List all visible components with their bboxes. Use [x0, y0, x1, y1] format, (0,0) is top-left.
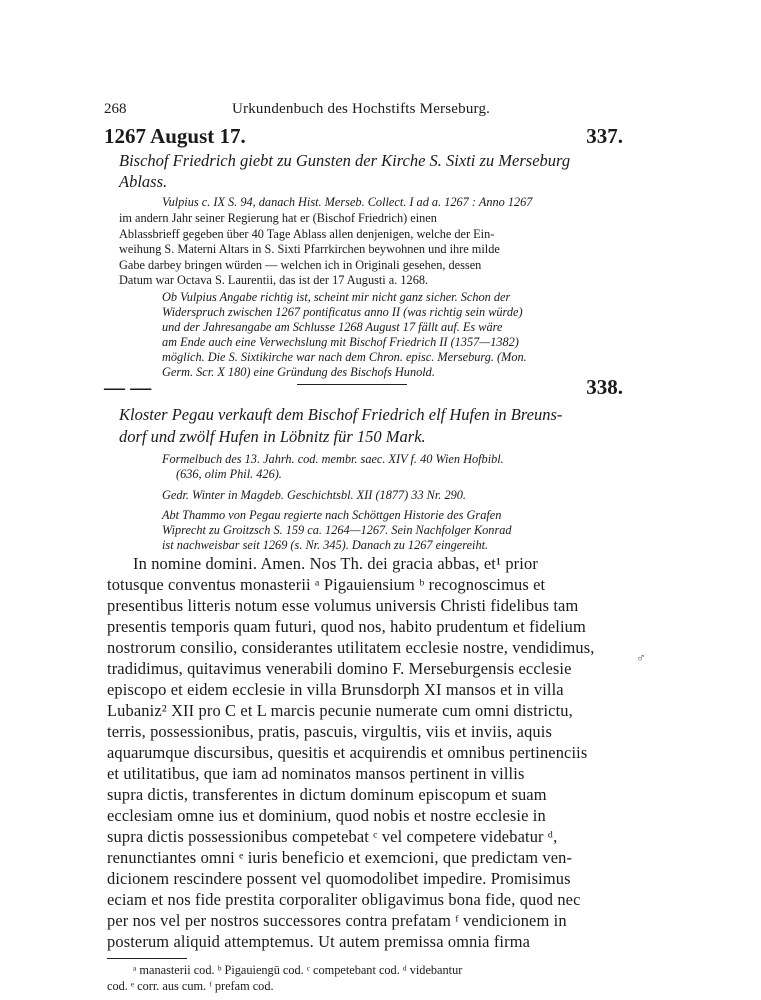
entry-337-source-line: Datum war Octava S. Laurentii, das ist der 17 Augusti a. 1268.: [119, 273, 429, 287]
entry-337-regest-line: Bischof Friedrich giebt zu Gunsten der Kirche S. Sixti zu Merseburg: [119, 151, 571, 170]
entry-338-regest-line: dorf und zwölf Hufen in Löbnitz für 150 Mark.: [119, 427, 426, 446]
section-separator-rule: [297, 384, 407, 385]
entry-338-source-line: Formelbuch des 13. Jahrh. cod. membr. saec. XIV f. 40 Wien Hofbibl.: [162, 452, 504, 466]
entry-338-comment-line: ist nachweisbar seit 1269 (s. Nr. 345). Danach zu 1267 eingereiht.: [162, 538, 489, 552]
charter-text-line: In nomine domini. Amen. Nos Th. dei gracia abbas, et¹ prior: [133, 554, 538, 573]
entry-338-comment-line: Abt Thammo von Pegau regierte nach Schöttgen Historie des Grafen: [162, 508, 502, 522]
footnote-line: ᵃ manasterii cod. ᵇ Pigauiengū cod. ᶜ competebant cod. ᵈ videbantur: [133, 963, 463, 977]
charter-text-line: presentis temporis quam futuri, quod nos, habito prudentum et fidelium: [107, 617, 586, 636]
charter-text-line: totusque conventus monasterii ᵃ Pigauiensium ᵇ recognoscimus et: [107, 575, 546, 594]
footnote-line: cod. ᵉ corr. aus cum. ᶠ prefam cod.: [107, 979, 274, 993]
entry-338-comment-line: Wiprecht zu Groitzsch S. 159 ca. 1264—1267. Sein Nachfolger Konrad: [162, 523, 512, 537]
charter-text-line: et utilitatibus, que iam ad nominatos mansos pertinent in villis: [107, 764, 525, 783]
entry-337-source-line: weihung S. Materni Altars in S. Sixti Pfarrkirchen beywohnen und ihre milde: [119, 242, 500, 256]
charter-text-line: per nos vel per nostros successores contra prefatam ᶠ vendicionem in: [107, 911, 567, 930]
entry-337-comment-line: am Ende auch eine Verwechslung mit Bischof Friedrich II (1357—1382): [162, 335, 519, 349]
charter-text-line: aquarumque discursibus, quesitis et acquirendis et omnibus pertinenciis: [107, 743, 588, 762]
charter-text-line: supra dictis, transferentes in dictum dominum episcopum et suam: [107, 785, 547, 804]
charter-text-line: dicionem rescindere possent vel quomodolibet impedire. Promisimus: [107, 869, 571, 888]
page-number: 268: [104, 101, 127, 117]
entry-337-source-line: Ablassbrieff gegeben über 40 Tage Ablass allen denjenigen, welche der Ein-: [119, 227, 495, 241]
charter-text-line: supra dictis possessionibus competebat ᶜ vel competere videbatur ᵈ,: [107, 827, 558, 846]
charter-text-line: presentibus litteris notum esse volumus universis Christi fidelibus tam: [107, 596, 579, 615]
entry-337-source-line: Gabe darbey bringen würden — welchen ich in Originali gesehen, dessen: [119, 258, 482, 272]
charter-text-line: terris, possessionibus, pratis, pascuis, virgultis, viis et inviis, aquis: [107, 722, 552, 741]
entry-338-date: — —: [104, 375, 152, 399]
entry-338-number: 338.: [586, 375, 623, 399]
charter-text-line: episcopo et eidem ecclesie in villa Brunsdorph XI mansos et in villa: [107, 680, 564, 699]
charter-text-line: nostrorum consilio, considerantes utilitatem ecclesie nostre, vendidimus,: [107, 638, 595, 657]
running-title: Urkundenbuch des Hochstifts Merseburg.: [232, 101, 491, 117]
footnote-rule: [107, 958, 187, 959]
entry-337-source-line: Vulpius c. IX S. 94, danach Hist. Merseb. Collect. I ad a. 1267 : Anno 1267: [162, 195, 533, 209]
charter-text-line: tradidimus, quitavimus venerabili domino F. Merseburgensis ecclesie: [107, 659, 572, 678]
entry-338-source-line: Gedr. Winter in Magdeb. Geschichtsbl. XII (1877) 33 Nr. 290.: [162, 488, 466, 502]
entry-338-source-line: (636, olim Phil. 426).: [176, 467, 282, 481]
entry-337-regest-line: Ablass.: [119, 172, 168, 191]
charter-text-line: Lubaniz² XII pro C et L marcis pecunie numerate cum omni districtu,: [107, 701, 573, 720]
charter-text-line: renunctiantes omni ᵉ iuris beneficio et exemcioni, que predictam ven-: [107, 848, 573, 867]
entry-337-comment-line: Ob Vulpius Angabe richtig ist, scheint mir nicht ganz sicher. Schon der: [162, 290, 511, 304]
entry-337-comment-line: Germ. Scr. X 180) eine Gründung des Bischofs Hunold.: [162, 365, 435, 379]
entry-337-comment-line: möglich. Die S. Sixtikirche war nach dem Chron. episc. Merseburg. (Mon.: [162, 350, 527, 364]
entry-337-date: 1267 August 17.: [104, 124, 246, 148]
entry-337-comment-line: und der Jahresangabe am Schlusse 1268 August 17 fällt auf. Es wäre: [162, 320, 503, 334]
entry-338-regest-line: Kloster Pegau verkauft dem Bischof Friedrich elf Hufen in Breuns-: [119, 405, 563, 424]
entry-337-number: 337.: [586, 124, 623, 148]
entry-337-comment-line: Widerspruch zwischen 1267 pontificatus anno II (was richtig sein würde): [162, 305, 523, 319]
margin-mark: ♂: [636, 650, 646, 665]
charter-text-line: eciam et nos fide prestita corporaliter obligavimus bona fide, quod nec: [107, 890, 581, 909]
charter-text-line: ecclesiam omne ius et dominium, quod nobis et nostre ecclesie in: [107, 806, 546, 825]
charter-text-line: posterum aliquid attemptemus. Ut autem premissa omnia firma: [107, 932, 531, 951]
entry-337-source-line: im andern Jahr seiner Regierung hat er (Bischof Friedrich) einen: [119, 211, 437, 225]
